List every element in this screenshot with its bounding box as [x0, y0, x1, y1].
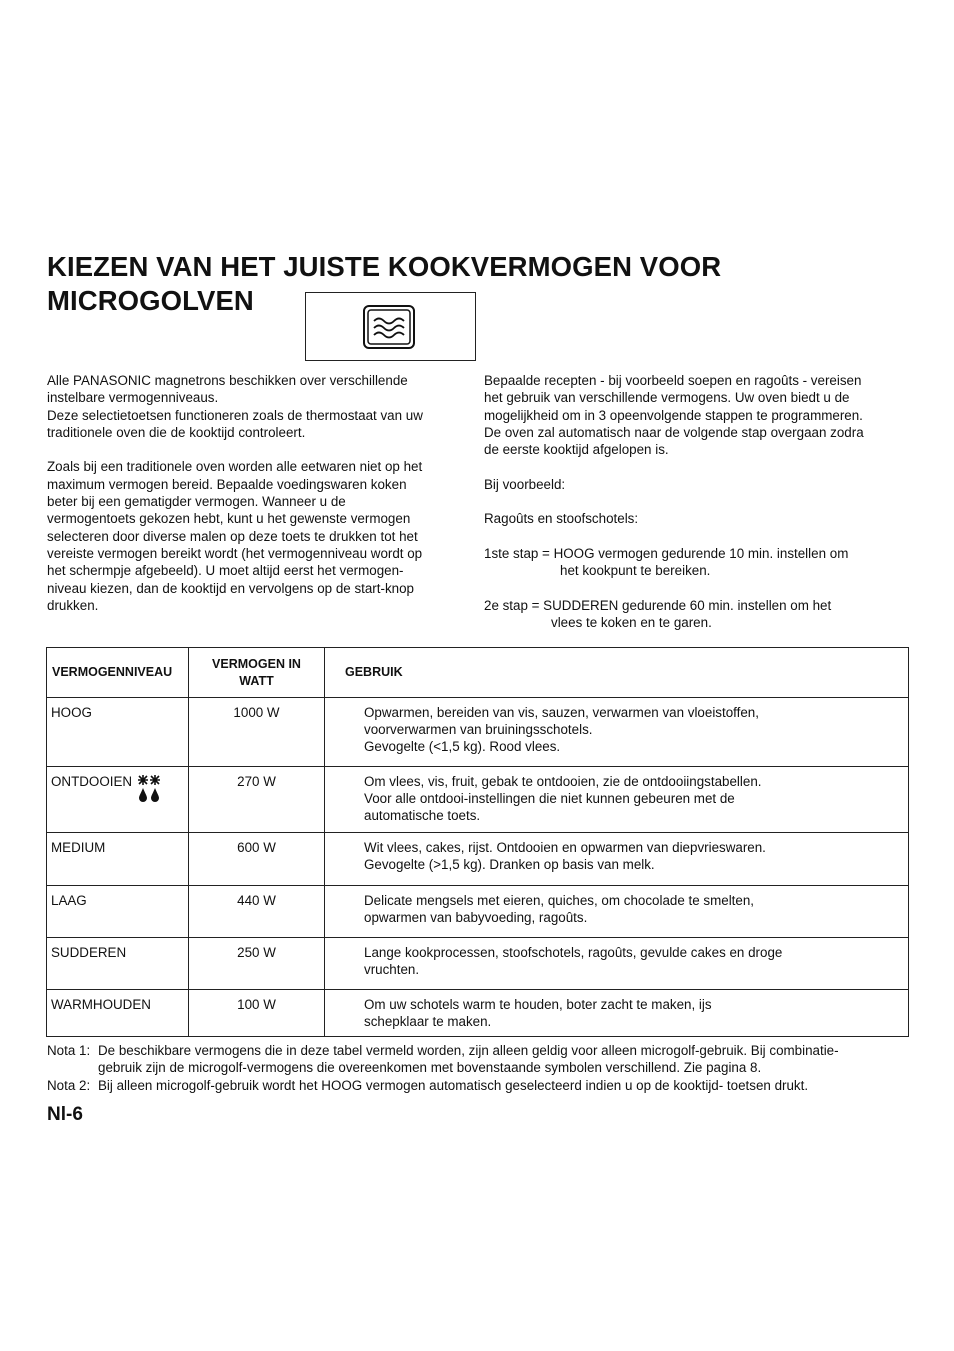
- table-row: [47, 886, 909, 938]
- watt-cell: 600 W: [189, 833, 325, 886]
- note-label: Nota 2:: [47, 1077, 91, 1093]
- level-cell: MEDIUM: [47, 833, 189, 886]
- microwave-icon-frame: [305, 292, 476, 361]
- watt-cell: 100 W: [189, 990, 325, 1037]
- power-level-table: [46, 647, 909, 1037]
- header-use: GEBRUIK: [325, 648, 909, 698]
- table-row: [47, 833, 909, 886]
- level-cell: SUDDEREN: [47, 938, 189, 990]
- table-notes: [47, 1042, 917, 1094]
- text-line: maximum vermogen bereid. Bepaalde voedingswaren koken: [47, 476, 407, 492]
- use-cell: [325, 938, 909, 990]
- use-line: Lange kookprocessen, stoofschotels, ragoûts, gevulde cakes en droge: [364, 945, 783, 960]
- text-line: Bepaalde recepten - bij voorbeeld soepen en ragoûts - vereisen: [484, 373, 862, 388]
- note-line: gebruik zijn de microgolf-vermogens die overeenkomen met bovenstaande symbolen verschillend. Zie pagina 8.: [98, 1060, 762, 1076]
- level-cell: HOOG: [47, 698, 189, 767]
- level-cell: [47, 767, 189, 833]
- level-cell: LAAG: [47, 886, 189, 938]
- note-label: Nota 1:: [47, 1043, 91, 1058]
- watt-cell: 1000 W: [189, 698, 325, 767]
- step-2: [484, 597, 904, 632]
- note-2: [47, 1077, 917, 1094]
- level-label: ONTDOOIEN: [51, 774, 133, 789]
- text-line: niveau kiezen, dan de kooktijd en vervolgens op de start-knop: [47, 580, 414, 596]
- page-number: Nl-6: [47, 1104, 83, 1125]
- intro-left-column: [47, 372, 467, 614]
- table-row: [47, 767, 909, 833]
- text-line: vermogentoets gekozen hebt, kunt u het gewenste vermogen: [47, 511, 411, 527]
- use-line: opwarmen van babyvoeding, ragoûts.: [364, 910, 588, 926]
- use-line: Gevogelte (>1,5 kg). Dranken op basis van melk.: [364, 857, 655, 873]
- table-header-row: [47, 648, 909, 698]
- header-watt-line-1: VERMOGEN IN: [212, 656, 301, 671]
- text-line: selecteren door diverse malen op deze toets te drukken tot het: [47, 528, 418, 544]
- text-line: mogelijkheid om in 3 opeenvolgende stappen te programmeren.: [484, 407, 863, 423]
- text-line: vereiste vermogen bereikt wordt (het vermogenniveau wordt op: [47, 545, 423, 561]
- text-line: het schermpje afgebeeld). U moet altijd eerst het vermogen-: [47, 563, 404, 579]
- intro-right-column: [484, 372, 904, 631]
- text-line: beter bij een gematigder vermogen. Wanneer u de: [47, 494, 346, 510]
- use-cell: [325, 990, 909, 1037]
- dish-label: Ragoûts en stoofschotels:: [484, 511, 639, 527]
- use-cell: [325, 833, 909, 886]
- text-line: De oven zal automatisch naar de volgende stap overgaan zodra: [484, 424, 864, 440]
- use-line: Voor alle ontdooi-instellingen die niet kunnen gebeuren met de: [364, 791, 735, 807]
- text-line: Alle PANASONIC magnetrons beschikken over verschillende: [47, 373, 408, 388]
- level-cell: WARMHOUDEN: [47, 990, 189, 1037]
- text-line: instelbare vermogenniveaus.: [47, 390, 219, 406]
- note-1: [47, 1042, 917, 1077]
- note-line: De beschikbare vermogens die in deze tabel vermeld worden, zijn alleen geldig voor alleen microgolf-gebruik. Bij combinatie-: [98, 1043, 839, 1058]
- header-watt-line-2: WATT: [239, 673, 274, 688]
- text-line: het gebruik van verschillende vermogens. Uw oven biedt u de: [484, 390, 850, 406]
- text-line: traditionele oven die de kooktijd controleert.: [47, 424, 306, 440]
- header-watt: [189, 648, 325, 698]
- use-line: Om vlees, vis, fruit, gebak te ontdooien, zie de ontdooiingstabellen.: [364, 774, 762, 789]
- watt-cell: 250 W: [189, 938, 325, 990]
- text-line: het kookpunt te bereiken.: [560, 563, 711, 579]
- use-line: voorverwarmen van bruiningsschotels.: [364, 722, 593, 738]
- title-line-2: MICROGOLVEN: [47, 285, 254, 316]
- title-line-1: KIEZEN VAN HET JUISTE KOOKVERMOGEN VOOR: [47, 251, 722, 282]
- text-line: 1ste stap = HOOG vermogen gedurende 10 min. instellen om: [484, 545, 849, 561]
- watt-cell: 270 W: [189, 767, 325, 833]
- use-cell: [325, 698, 909, 767]
- note-text: Bij alleen microgolf-gebruik wordt het HOOG vermogen automatisch geselecteerd indien u op de kooktijd- toetsen drukt.: [98, 1077, 809, 1093]
- text-line: vlees te koken en te garen.: [551, 615, 712, 631]
- table-row: [47, 990, 909, 1037]
- text-line: Deze selectietoetsen functioneren zoals de thermostaat van uw: [47, 407, 423, 423]
- use-cell: [325, 767, 909, 833]
- use-line: automatische toets.: [364, 808, 481, 824]
- use-line: Wit vlees, cakes, rijst. Ontdooien en opwarmen van diepvrieswaren.: [364, 840, 766, 855]
- text-line: de eerste kooktijd afgelopen is.: [484, 442, 669, 458]
- use-cell: [325, 886, 909, 938]
- text-line: 2e stap = SUDDEREN gedurende 60 min. instellen om het: [484, 597, 832, 613]
- use-line: Opwarmen, bereiden van vis, sauzen, verwarmen van vloeistoffen,: [364, 705, 759, 720]
- use-line: Om uw schotels warm te houden, boter zacht te maken, ijs: [364, 997, 712, 1012]
- text-line: Zoals bij een traditionele oven worden alle eetwaren niet op het: [47, 459, 423, 475]
- step-1: [484, 545, 904, 580]
- defrost-icon: [136, 773, 162, 807]
- table-row: [47, 698, 909, 767]
- example-label: Bij voorbeeld:: [484, 476, 566, 492]
- use-line: vruchten.: [364, 962, 420, 978]
- use-line: Delicate mengsels met eieren, quiches, om chocolade te smelten,: [364, 893, 755, 908]
- text-line: drukken.: [47, 597, 99, 613]
- use-line: Gevogelte (<1,5 kg). Rood vlees.: [364, 739, 561, 755]
- watt-cell: 440 W: [189, 886, 325, 938]
- header-level: VERMOGENNIVEAU: [47, 648, 189, 698]
- microwave-waves-icon: [362, 304, 418, 350]
- note-text: [98, 1042, 917, 1077]
- use-line: schepklaar te maken.: [364, 1014, 492, 1030]
- table-row: [47, 938, 909, 990]
